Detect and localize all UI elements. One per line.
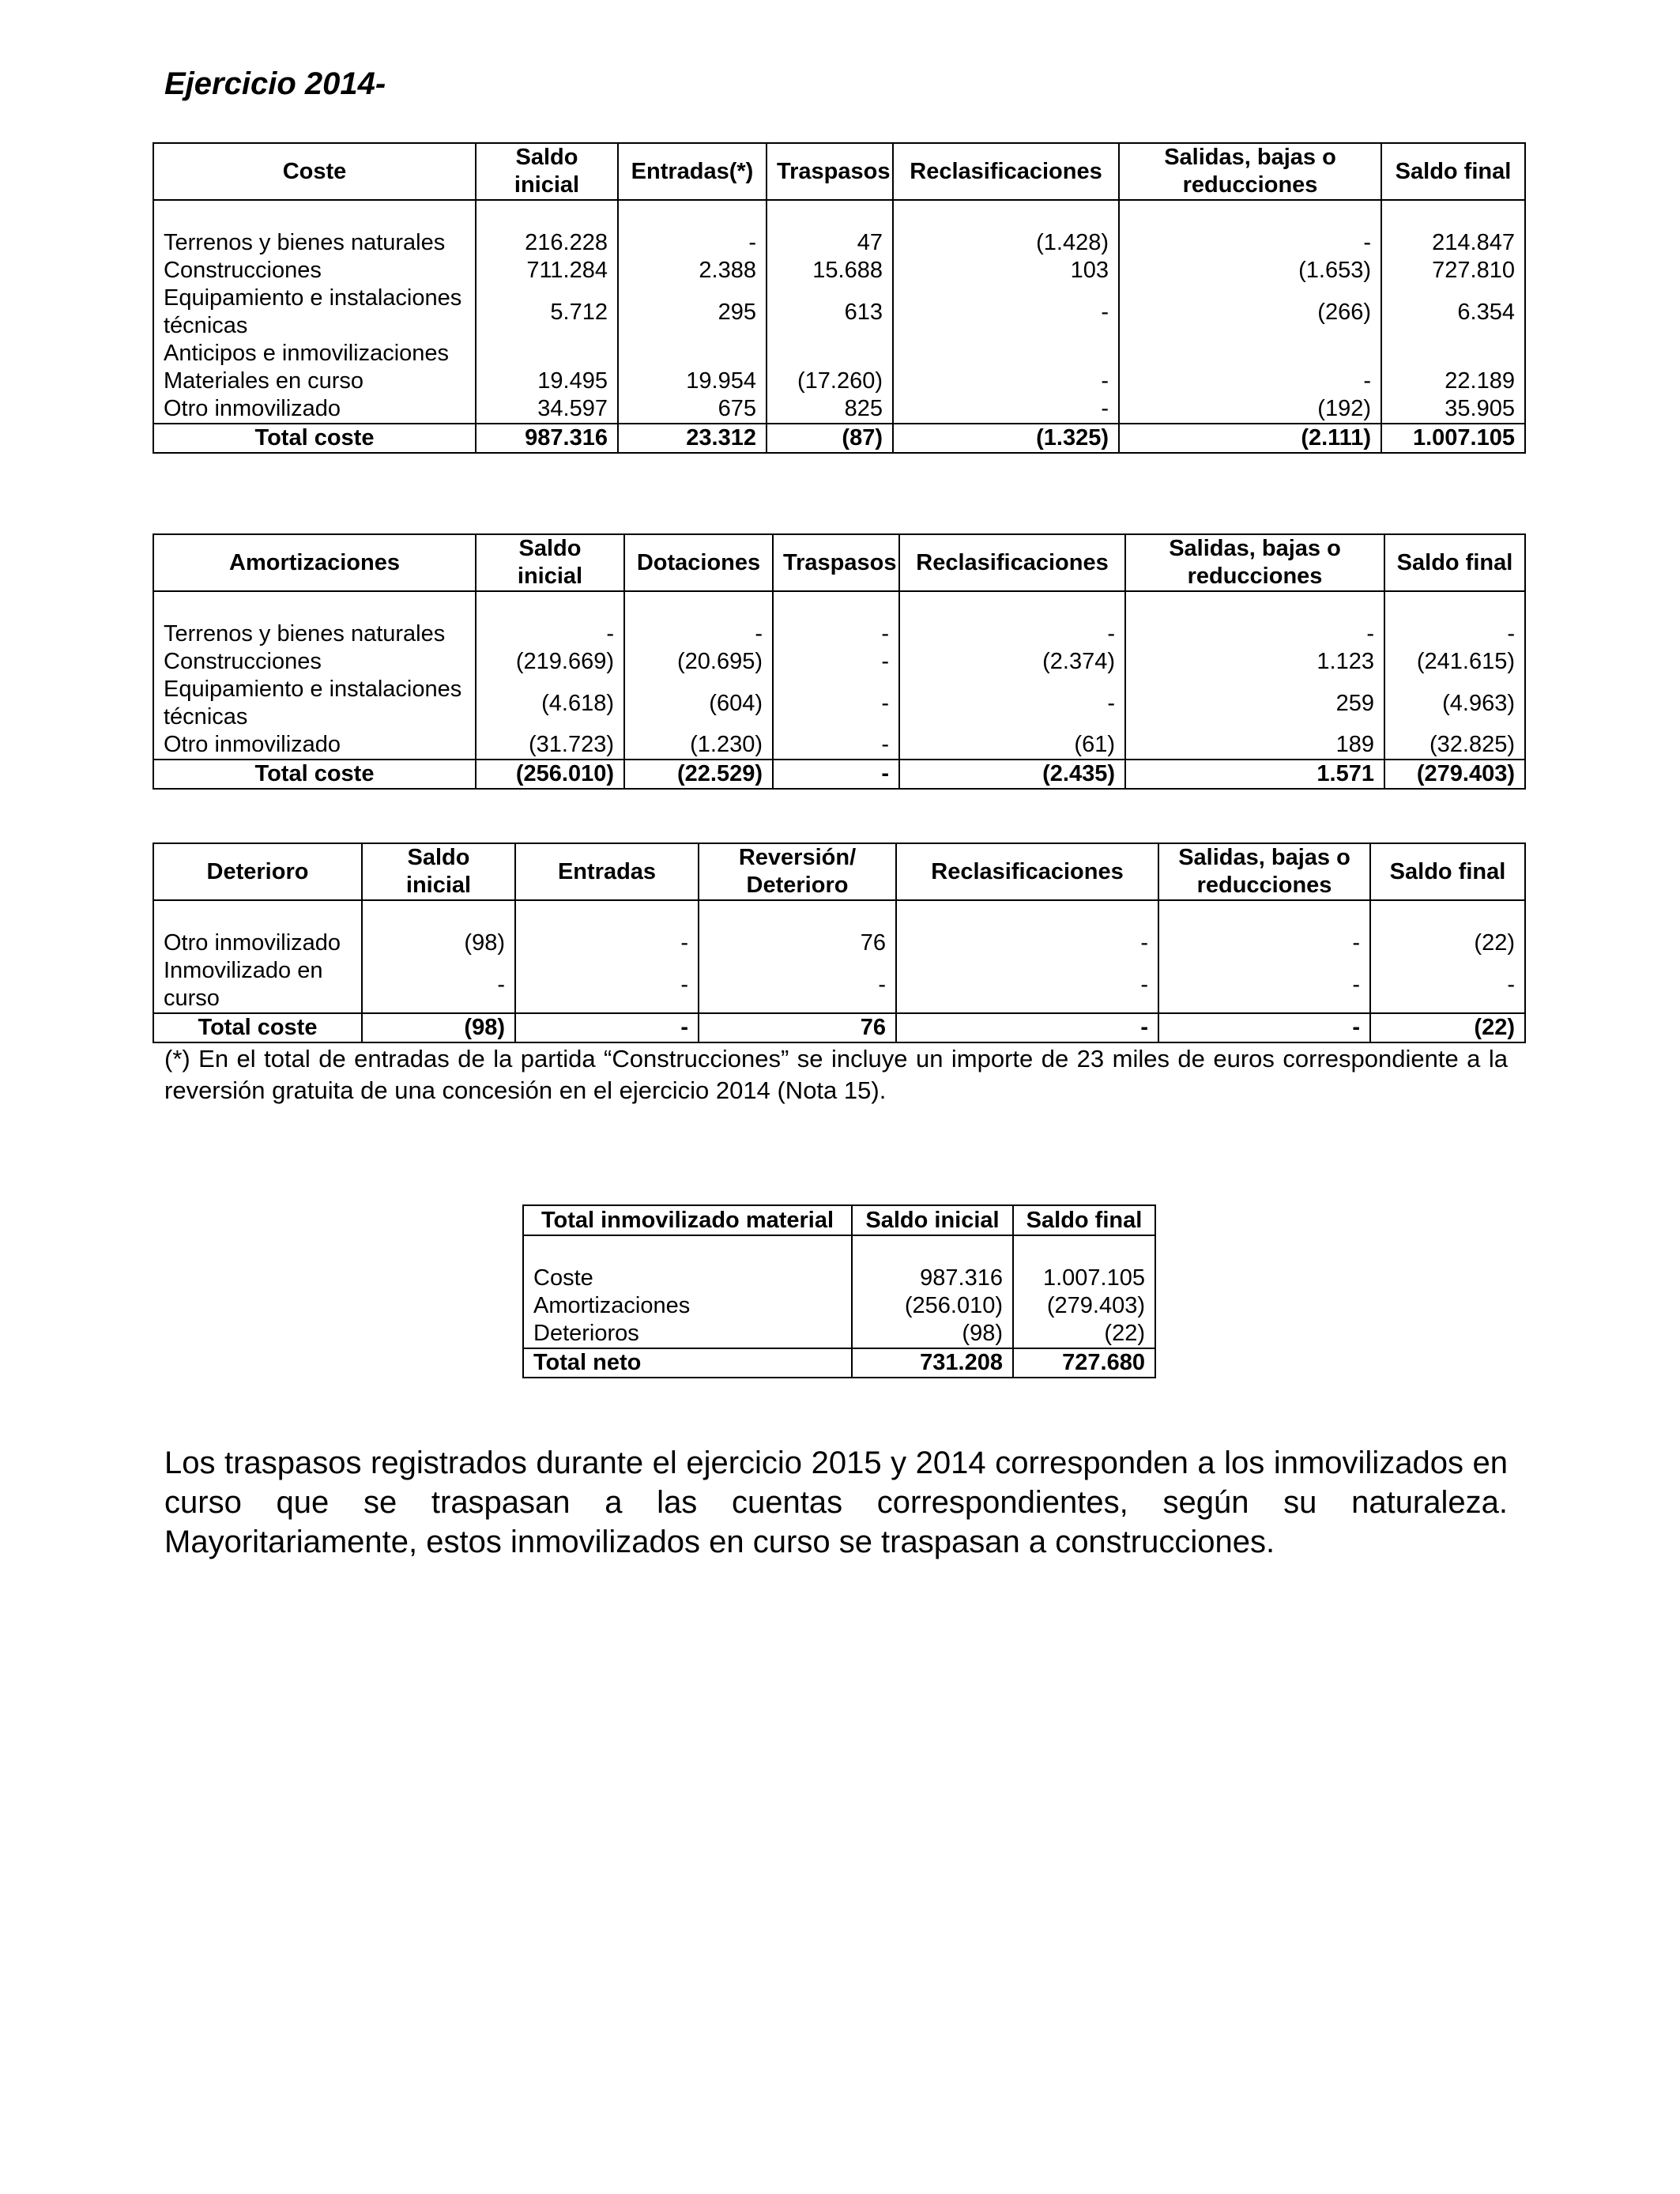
total-cell: 731.208 — [852, 1348, 1013, 1378]
total-cell: 727.680 — [1013, 1348, 1155, 1378]
table-cell: 47 — [767, 229, 893, 257]
table-cell: (256.010) — [852, 1292, 1013, 1320]
table-cell: 6.354 — [1381, 285, 1525, 340]
column-header: Dotaciones — [624, 534, 773, 591]
column-header: Salidas, bajas o reducciones — [1125, 534, 1384, 591]
row-label: Anticipos e inmovilizaciones — [153, 340, 476, 368]
footnote: (*) En el total de entradas de la partida “Construcciones” se incluye un importe de 23 miles de euros correspondiente a la reversión gratuita de una concesión en el ejercicio 2014 (Nota 15). — [164, 1045, 1508, 1104]
spacer-row — [153, 200, 1525, 229]
column-header: Saldo inicial — [476, 534, 624, 591]
table-cell: (241.615) — [1384, 648, 1525, 676]
table-cell — [1381, 340, 1525, 368]
spacer-row — [153, 900, 1525, 929]
total-row — [153, 1013, 1525, 1042]
row-label: Terrenos y bienes naturales — [153, 229, 476, 257]
total-cell: (87) — [767, 424, 893, 453]
table-cell: 22.189 — [1381, 368, 1525, 395]
table-cell: 295 — [618, 285, 767, 340]
total-cell: (2.111) — [1119, 424, 1381, 453]
table-cell: - — [773, 731, 899, 760]
column-header: Reversión/ Deterioro — [699, 843, 896, 900]
total-label: Total coste — [153, 760, 476, 789]
row-label: Coste — [523, 1265, 852, 1292]
table-cell: - — [699, 957, 896, 1013]
total-cell: 23.312 — [618, 424, 767, 453]
row-label: Materiales en curso — [153, 368, 476, 395]
table-cell: 19.954 — [618, 368, 767, 395]
table-cell: - — [1119, 368, 1381, 395]
table-row — [153, 229, 1525, 257]
column-header: Salidas, bajas o reducciones — [1119, 143, 1381, 200]
table-cell: - — [893, 368, 1119, 395]
table-cell: - — [773, 648, 899, 676]
table-cell: - — [773, 620, 899, 648]
total-row — [153, 424, 1525, 453]
row-label: Amortizaciones — [523, 1292, 852, 1320]
total-cell: 1.007.105 — [1381, 424, 1525, 453]
table-cell: 1.007.105 — [1013, 1265, 1155, 1292]
total-cell: - — [773, 760, 899, 789]
column-header: Saldo final — [1013, 1205, 1155, 1235]
column-header: Saldo final — [1381, 143, 1525, 200]
table-cell: 2.388 — [618, 257, 767, 285]
table-cell: - — [1370, 957, 1525, 1013]
total-cell: (22.529) — [624, 760, 773, 789]
column-header: Saldo inicial — [852, 1205, 1013, 1235]
table-cell — [893, 340, 1119, 368]
row-label: Inmovilizado en curso — [153, 957, 362, 1013]
table-cell: 1.123 — [1125, 648, 1384, 676]
column-header: Saldo inicial — [362, 843, 515, 900]
row-label: Otro inmovilizado — [153, 395, 476, 424]
table-row — [523, 1292, 1155, 1320]
total-label: Total neto — [523, 1348, 852, 1378]
row-label: Construcciones — [153, 648, 476, 676]
table-cell: - — [1158, 957, 1370, 1013]
total-cell: 76 — [699, 1013, 896, 1042]
table-row — [153, 676, 1525, 731]
table-cell: 19.495 — [476, 368, 618, 395]
table-cell: (61) — [899, 731, 1125, 760]
table-cell: (22) — [1370, 929, 1525, 957]
column-header: Saldo inicial — [476, 143, 618, 200]
table-cell: (1.428) — [893, 229, 1119, 257]
table-cell: (219.669) — [476, 648, 624, 676]
table-cell: (266) — [1119, 285, 1381, 340]
table-row — [153, 731, 1525, 760]
table-cell — [476, 340, 618, 368]
resumen-table — [522, 1204, 1156, 1378]
table-header-row — [153, 534, 1525, 591]
table-row — [153, 368, 1525, 395]
table-cell: 987.316 — [852, 1265, 1013, 1292]
table-cell: (1.230) — [624, 731, 773, 760]
total-label: Total coste — [153, 424, 476, 453]
table-cell: (31.723) — [476, 731, 624, 760]
table-cell: (1.653) — [1119, 257, 1381, 285]
table-cell: 259 — [1125, 676, 1384, 731]
column-header: Reclasificaciones — [896, 843, 1158, 900]
column-header: Saldo final — [1370, 843, 1525, 900]
row-label: Equipamiento e instalaciones técnicas — [153, 285, 476, 340]
table-row — [153, 929, 1525, 957]
table-cell: (98) — [852, 1320, 1013, 1348]
table-cell: 727.810 — [1381, 257, 1525, 285]
total-row — [153, 760, 1525, 789]
table-cell: 35.905 — [1381, 395, 1525, 424]
table-cell: - — [899, 676, 1125, 731]
total-cell: (98) — [362, 1013, 515, 1042]
table-cell: - — [773, 676, 899, 731]
table-cell: - — [618, 229, 767, 257]
spacer-row — [523, 1235, 1155, 1265]
table-cell: 15.688 — [767, 257, 893, 285]
table-row — [153, 285, 1525, 340]
table-cell: - — [515, 929, 699, 957]
table-cell: (4.618) — [476, 676, 624, 731]
table-cell: - — [899, 620, 1125, 648]
table-cell: - — [362, 957, 515, 1013]
table-header-row — [153, 843, 1525, 900]
table-cell: (20.695) — [624, 648, 773, 676]
table-cell: 103 — [893, 257, 1119, 285]
column-header: Saldo final — [1384, 534, 1525, 591]
table-cell: 76 — [699, 929, 896, 957]
column-header: Traspasos — [767, 143, 893, 200]
table-cell: (98) — [362, 929, 515, 957]
column-header: Coste — [153, 143, 476, 200]
total-cell: 987.316 — [476, 424, 618, 453]
amortizaciones-table — [153, 533, 1526, 790]
table-cell — [618, 340, 767, 368]
table-header-row — [153, 143, 1525, 200]
row-label: Otro inmovilizado — [153, 929, 362, 957]
total-cell: 1.571 — [1125, 760, 1384, 789]
table-cell: - — [893, 285, 1119, 340]
column-header: Entradas — [515, 843, 699, 900]
total-cell: (2.435) — [899, 760, 1125, 789]
table-row — [153, 257, 1525, 285]
table-cell: - — [1158, 929, 1370, 957]
table-cell: - — [1125, 620, 1384, 648]
table-cell — [767, 340, 893, 368]
column-header: Traspasos — [773, 534, 899, 591]
table-row — [523, 1265, 1155, 1292]
table-cell: 613 — [767, 285, 893, 340]
table-row — [153, 957, 1525, 1013]
table-cell: (22) — [1013, 1320, 1155, 1348]
table-cell: 675 — [618, 395, 767, 424]
total-cell: - — [1158, 1013, 1370, 1042]
table-cell: (192) — [1119, 395, 1381, 424]
table-row — [153, 395, 1525, 424]
table-cell: (17.260) — [767, 368, 893, 395]
table-cell — [1119, 340, 1381, 368]
total-cell: - — [896, 1013, 1158, 1042]
table-cell: - — [1384, 620, 1525, 648]
table-cell: - — [1119, 229, 1381, 257]
total-cell: (279.403) — [1384, 760, 1525, 789]
table-cell: - — [624, 620, 773, 648]
table-row — [523, 1320, 1155, 1348]
table-cell: 711.284 — [476, 257, 618, 285]
table-cell: (4.963) — [1384, 676, 1525, 731]
total-cell: - — [515, 1013, 699, 1042]
table-cell: (279.403) — [1013, 1292, 1155, 1320]
table-cell: - — [896, 957, 1158, 1013]
table-cell: 825 — [767, 395, 893, 424]
row-label: Otro inmovilizado — [153, 731, 476, 760]
table-cell: - — [893, 395, 1119, 424]
table-cell: (2.374) — [899, 648, 1125, 676]
column-header: Deterioro — [153, 843, 362, 900]
row-label: Equipamiento e instalaciones técnicas — [153, 676, 476, 731]
table-cell: 5.712 — [476, 285, 618, 340]
total-row — [523, 1348, 1155, 1378]
spacer-row — [153, 591, 1525, 620]
table-cell: - — [896, 929, 1158, 957]
table-cell: 216.228 — [476, 229, 618, 257]
table-row — [153, 620, 1525, 648]
total-label: Total coste — [153, 1013, 362, 1042]
table-cell: (604) — [624, 676, 773, 731]
total-cell: (22) — [1370, 1013, 1525, 1042]
page-title: Ejercicio 2014- — [164, 66, 386, 101]
table-cell: 34.597 — [476, 395, 618, 424]
table-cell: - — [476, 620, 624, 648]
column-header: Reclasificaciones — [893, 143, 1119, 200]
table-cell: 189 — [1125, 731, 1384, 760]
table-header-row — [523, 1205, 1155, 1235]
deterioro-table — [153, 843, 1526, 1043]
table-cell: - — [515, 957, 699, 1013]
table-row — [153, 648, 1525, 676]
table-cell: (32.825) — [1384, 731, 1525, 760]
column-header: Total inmovilizado material — [523, 1205, 852, 1235]
body-paragraph: Los traspasos registrados durante el ejercicio 2015 y 2014 corresponden a los inmovilizados en curso que se traspasan a las cuentas correspondientes, según su naturaleza. Mayoritariamente, estos inmovilizados en curso se traspasan a construcciones. — [164, 1446, 1508, 1559]
row-label: Deterioros — [523, 1320, 852, 1348]
total-cell: (256.010) — [476, 760, 624, 789]
column-header: Amortizaciones — [153, 534, 476, 591]
coste-table — [153, 142, 1526, 454]
column-header: Salidas, bajas o reducciones — [1158, 843, 1370, 900]
column-header: Reclasificaciones — [899, 534, 1125, 591]
column-header: Entradas(*) — [618, 143, 767, 200]
table-row — [153, 340, 1525, 368]
row-label: Construcciones — [153, 257, 476, 285]
row-label: Terrenos y bienes naturales — [153, 620, 476, 648]
total-cell: (1.325) — [893, 424, 1119, 453]
table-cell: 214.847 — [1381, 229, 1525, 257]
